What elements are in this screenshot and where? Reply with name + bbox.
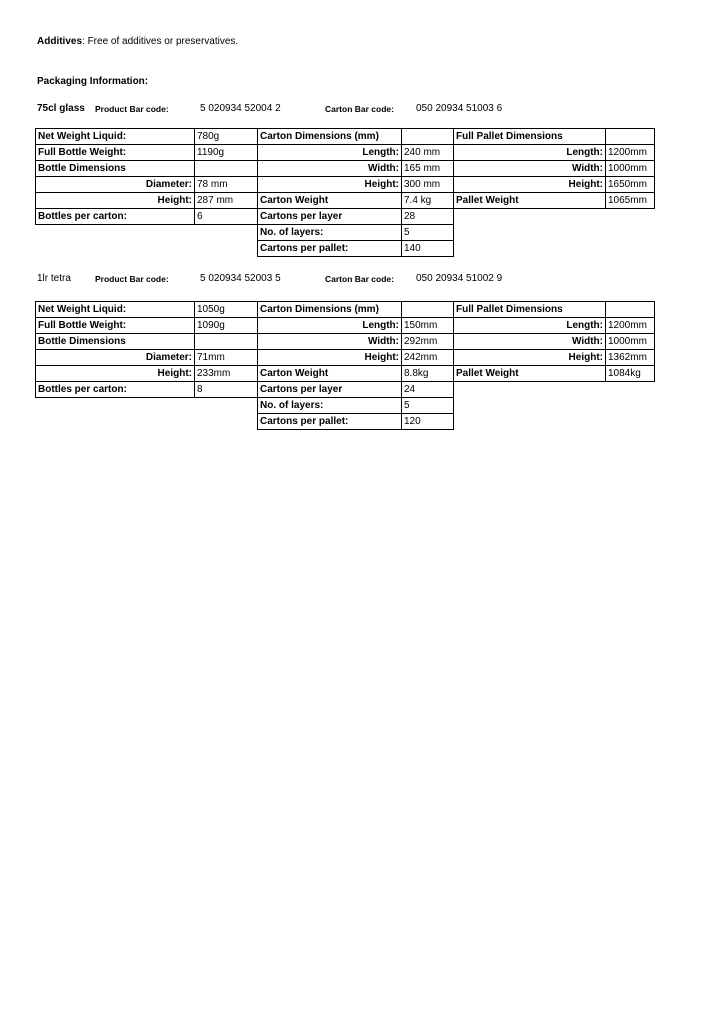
product-name: 1lr tetra bbox=[37, 273, 71, 284]
diameter-value: 71mm bbox=[195, 350, 258, 366]
bottle-dims-label: Bottle Dimensions bbox=[36, 161, 195, 177]
full-bottle-label: Full Bottle Weight: bbox=[36, 318, 195, 334]
carton-height-label: Height: bbox=[258, 177, 402, 193]
net-weight-label: Net Weight Liquid: bbox=[36, 129, 195, 145]
height-value: 233mm bbox=[195, 366, 258, 382]
pallet-height-value: 1362mm bbox=[606, 350, 655, 366]
carton-barcode-label: Carton Bar code: bbox=[325, 104, 394, 114]
pallet-length-value: 1200mm bbox=[606, 145, 655, 161]
cartons-per-pallet-value: 140 bbox=[402, 241, 454, 257]
carton-barcode-label: Carton Bar code: bbox=[325, 274, 394, 284]
full-bottle-label: Full Bottle Weight: bbox=[36, 145, 195, 161]
carton-weight-label: Carton Weight bbox=[258, 193, 402, 209]
cartons-per-pallet-label: Cartons per pallet: bbox=[258, 414, 402, 430]
additives-label: Additives bbox=[37, 36, 83, 47]
cartons-per-layer-label: Cartons per layer bbox=[258, 382, 402, 398]
additives-line bbox=[37, 36, 238, 47]
pallet-height-label: Height: bbox=[454, 350, 606, 366]
pallet-length-label: Length: bbox=[454, 318, 606, 334]
carton-width-label: Width: bbox=[258, 161, 402, 177]
carton-height-label: Height: bbox=[258, 350, 402, 366]
carton-dims-label: Carton Dimensions (mm) bbox=[258, 302, 402, 318]
net-weight-value: 780g bbox=[195, 129, 258, 145]
pallet-dims-label: Full Pallet Dimensions bbox=[454, 129, 606, 145]
cartons-per-pallet-label: Cartons per pallet: bbox=[258, 241, 402, 257]
packaging-table bbox=[35, 128, 655, 257]
product-name: 75cl glass bbox=[37, 103, 85, 114]
carton-barcode: 050 20934 51002 9 bbox=[416, 273, 503, 284]
net-weight-label: Net Weight Liquid: bbox=[36, 302, 195, 318]
pallet-width-value: 1000mm bbox=[606, 334, 655, 350]
carton-length-label: Length: bbox=[258, 318, 402, 334]
carton-weight-label: Carton Weight bbox=[258, 366, 402, 382]
pallet-weight-label: Pallet Weight bbox=[454, 193, 606, 209]
carton-width-value: 165 mm bbox=[402, 161, 454, 177]
layers-value: 5 bbox=[402, 398, 454, 414]
bottles-per-carton-label: Bottles per carton: bbox=[36, 382, 195, 398]
diameter-value: 78 mm bbox=[195, 177, 258, 193]
full-bottle-value: 1190g bbox=[195, 145, 258, 161]
net-weight-value: 1050g bbox=[195, 302, 258, 318]
pallet-height-label: Height: bbox=[454, 177, 606, 193]
carton-height-value: 300 mm bbox=[402, 177, 454, 193]
pallet-width-label: Width: bbox=[454, 161, 606, 177]
carton-weight-value: 8.8kg bbox=[402, 366, 454, 382]
packaging-title: Packaging Information: bbox=[37, 76, 149, 87]
diameter-label: Diameter: bbox=[36, 177, 195, 193]
height-value: 287 mm bbox=[195, 193, 258, 209]
additives-text: : Free of additives or preservatives. bbox=[82, 36, 239, 47]
cartons-per-layer-label: Cartons per layer bbox=[258, 209, 402, 225]
full-bottle-value: 1090g bbox=[195, 318, 258, 334]
cartons-per-pallet-value: 120 bbox=[402, 414, 454, 430]
pallet-length-label: Length: bbox=[454, 145, 606, 161]
layers-value: 5 bbox=[402, 225, 454, 241]
bottle-dims-label: Bottle Dimensions bbox=[36, 334, 195, 350]
bottles-per-carton-label: Bottles per carton: bbox=[36, 209, 195, 225]
pallet-height-value: 1650mm bbox=[606, 177, 655, 193]
product-barcode: 5 020934 52004 2 bbox=[200, 103, 281, 114]
pallet-length-value: 1200mm bbox=[606, 318, 655, 334]
carton-height-value: 242mm bbox=[402, 350, 454, 366]
pallet-weight-label: Pallet Weight bbox=[454, 366, 606, 382]
diameter-label: Diameter: bbox=[36, 350, 195, 366]
product-barcode-label: Product Bar code: bbox=[95, 274, 169, 284]
bottles-per-carton-value: 6 bbox=[195, 209, 258, 225]
height-label: Height: bbox=[36, 366, 195, 382]
carton-weight-value: 7.4 kg bbox=[402, 193, 454, 209]
pallet-weight-value: 1084kg bbox=[606, 366, 655, 382]
layers-label: No. of layers: bbox=[258, 398, 402, 414]
pallet-width-label: Width: bbox=[454, 334, 606, 350]
pallet-weight-value: 1065mm bbox=[606, 193, 655, 209]
cartons-per-layer-value: 24 bbox=[402, 382, 454, 398]
cartons-per-layer-value: 28 bbox=[402, 209, 454, 225]
carton-length-value: 150mm bbox=[402, 318, 454, 334]
packaging-table bbox=[35, 301, 655, 430]
bottles-per-carton-value: 8 bbox=[195, 382, 258, 398]
pallet-width-value: 1000mm bbox=[606, 161, 655, 177]
product-barcode: 5 020934 52003 5 bbox=[200, 273, 281, 284]
carton-barcode: 050 20934 51003 6 bbox=[416, 103, 503, 114]
pallet-dims-label: Full Pallet Dimensions bbox=[454, 302, 606, 318]
carton-length-label: Length: bbox=[258, 145, 402, 161]
carton-width-label: Width: bbox=[258, 334, 402, 350]
product-barcode-label: Product Bar code: bbox=[95, 104, 169, 114]
carton-width-value: 292mm bbox=[402, 334, 454, 350]
layers-label: No. of layers: bbox=[258, 225, 402, 241]
carton-dims-label: Carton Dimensions (mm) bbox=[258, 129, 402, 145]
height-label: Height: bbox=[36, 193, 195, 209]
carton-length-value: 240 mm bbox=[402, 145, 454, 161]
